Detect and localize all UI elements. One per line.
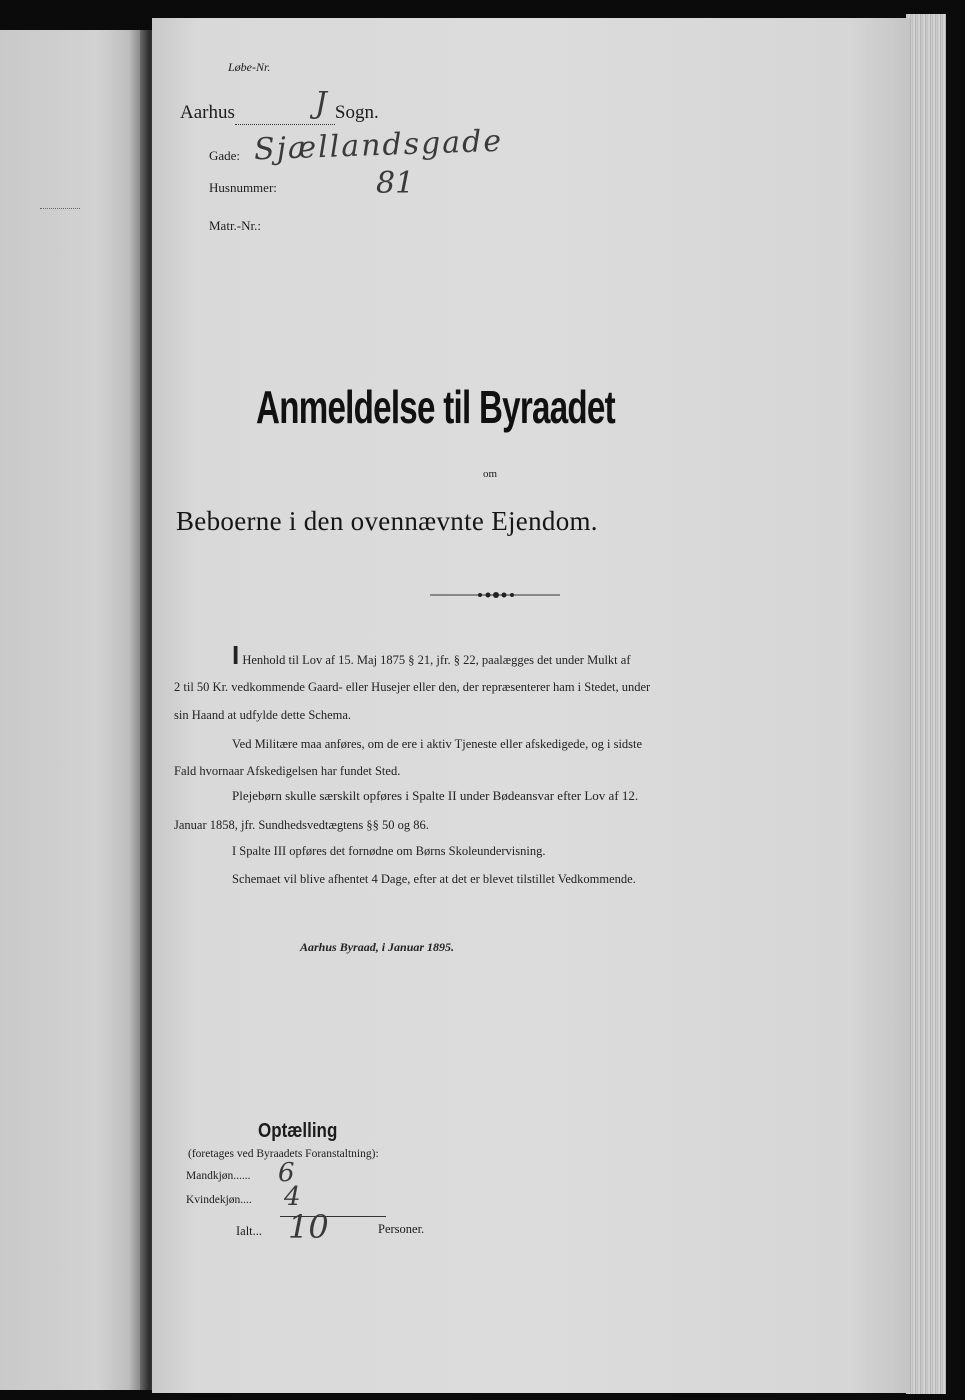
subtitle: Beboerne i den ovennævnte Ejendom. [176, 506, 598, 536]
paragraph-2-line-2: Fald hvornaar Afskedigelsen har fundet Sted. [174, 764, 401, 778]
signature: Aarhus Byraad, i Januar 1895. [300, 940, 455, 954]
female-value: 4 [284, 1182, 301, 1212]
city-parish-row [180, 86, 379, 125]
form-page [152, 18, 910, 1393]
paragraph-1-line-2: 2 til 50 Kr. vedkommende Gaard- eller Husejer eller den, der repræsenterer ham i Stedet, under [174, 680, 651, 694]
paragraph-3-line-2: Januar 1858, jfr. Sundhedsvedtægtens §§ 50 og 86. [174, 818, 429, 832]
street-value: Sjællandsgade [253, 123, 504, 168]
ornament-divider [430, 588, 560, 602]
male-label: Mandkjøn...... [186, 1170, 251, 1182]
main-title: Anmeldelse til Byraadet [256, 381, 615, 433]
previous-page [0, 30, 140, 1390]
paragraph-4: I Spalte III opføres det fornødne om Børns Skoleundervisning. [232, 844, 546, 858]
persons-label: Personer. [378, 1222, 425, 1236]
paragraph-2-line-1: Ved Militære maa anføres, om de ere i aktiv Tjeneste eller afskedigede, og i sidste [232, 737, 643, 751]
parish-value: J [314, 86, 327, 121]
title-om: om [483, 468, 498, 480]
total-value: 10 [288, 1208, 329, 1246]
page-smudge [40, 208, 80, 211]
paragraph-1-line-1 [232, 640, 631, 671]
city-label: Aarhus [180, 102, 235, 123]
count-note: (foretages ved Byraadets Foranstaltning): [188, 1148, 379, 1160]
dropcap: I [232, 640, 240, 670]
parish-label: Sogn. [334, 102, 379, 123]
page-edges [906, 14, 946, 1394]
paragraph-5: Schemaet vil blive afhentet 4 Dage, efter at det er blevet tilstillet Vedkommende. [232, 872, 636, 886]
house-number-value: 81 [376, 166, 415, 201]
matr-nr-label: Matr.-Nr.: [209, 218, 261, 233]
street-label: Gade: [209, 148, 241, 163]
house-number-label: Husnummer: [209, 180, 277, 195]
female-label: Kvindekjøn.... [186, 1194, 252, 1206]
parish-field [235, 86, 335, 125]
p1-line1-text: Henhold til Lov af 15. Maj 1875 § 21, jfr. § 22, paalægges det under Mulkt af [242, 653, 631, 667]
male-value: 6 [278, 1158, 295, 1188]
count-heading: Optælling [258, 1120, 338, 1142]
total-label: Ialt... [236, 1224, 263, 1238]
lobe-nr-label: Løbe-Nr. [228, 60, 271, 74]
paragraph-3-line-1: Plejebørn skulle særskilt opføres i Spalte II under Bødeansvar efter Lov af 12. [232, 788, 639, 803]
paragraph-1-line-3: sin Haand at udfylde dette Schema. [174, 708, 352, 722]
